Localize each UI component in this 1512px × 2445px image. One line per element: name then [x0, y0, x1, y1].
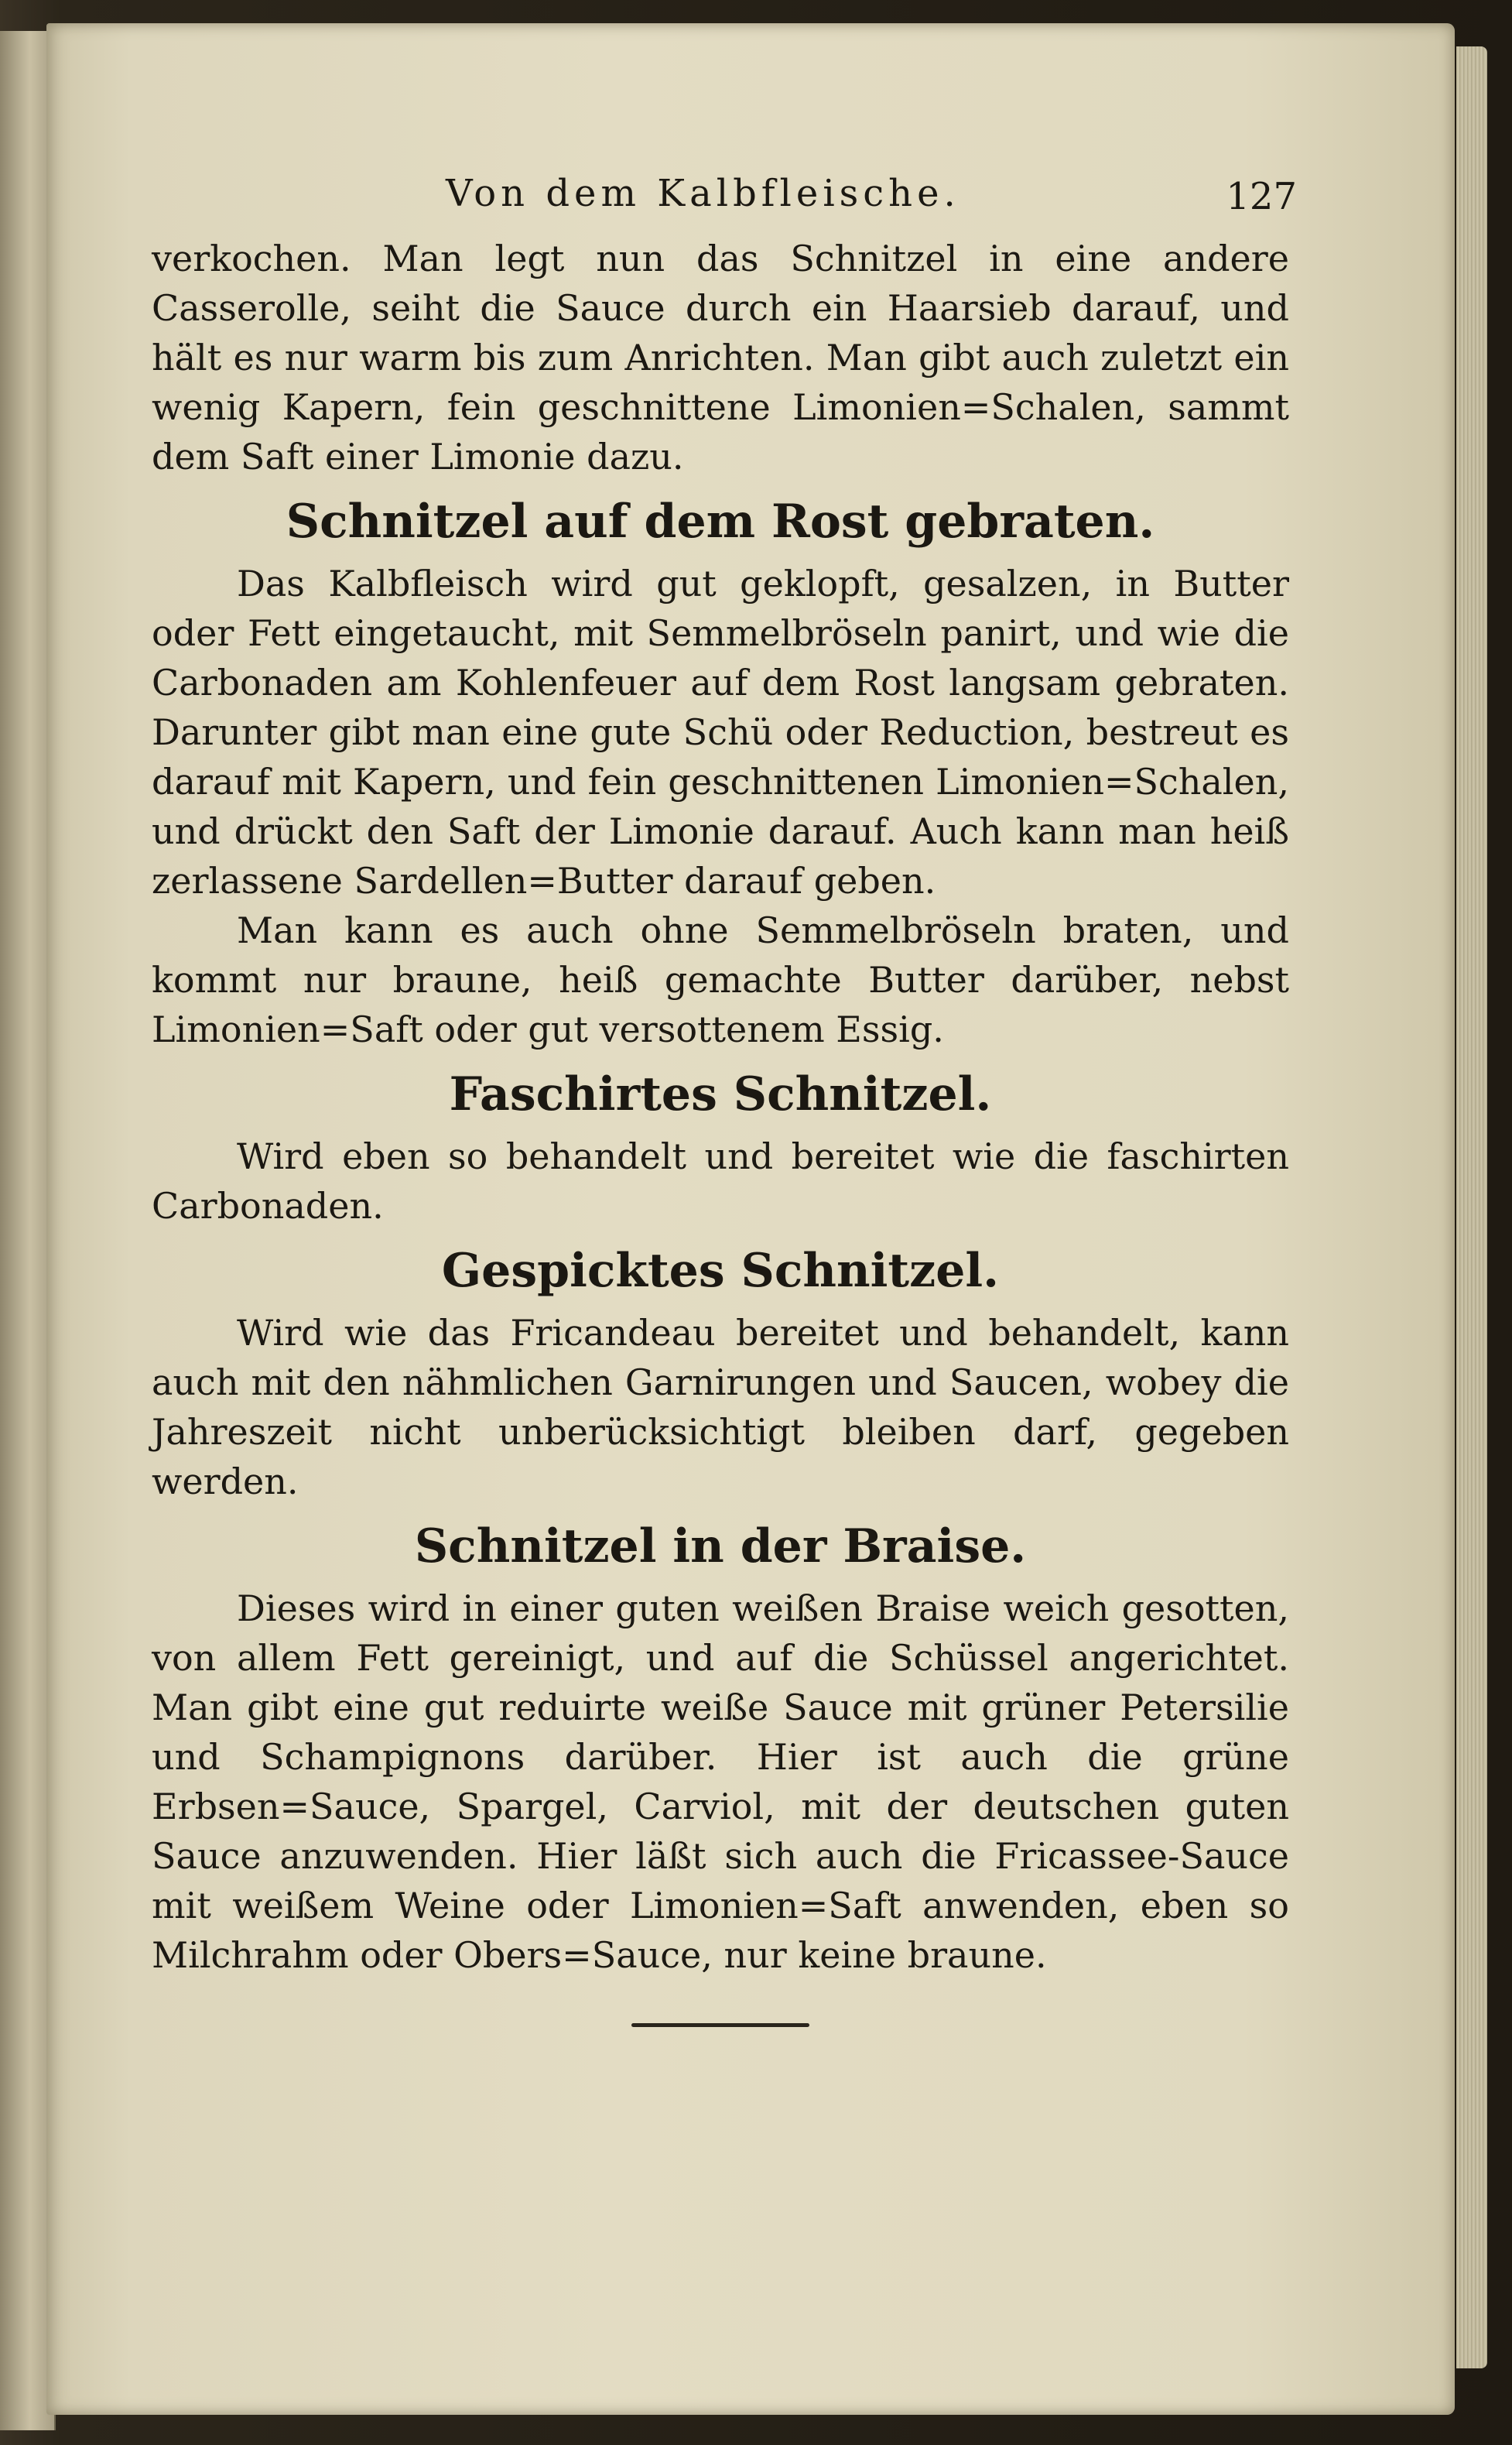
running-head [152, 164, 1297, 234]
paragraph-gespicktes: Wird wie das Fricandeau bereitet und behandelt, kann auch mit den nähmlichen Garnirungen und Saucen, wobey die Jahreszeit nicht unberücksichtigt bleiben darf, gegeben werden. [152, 1312, 1289, 1502]
paragraph-continued: verkochen. Man legt nun das Schnitzel in eine andere Casserolle, seiht die Sauce durch ein Haarsieb darauf, und hält es nur warm bis zum Anrichten. Man gibt auch zuletzt ein wenig Kapern, fein geschnittene Limonien=Schalen, sammt dem Saft einer Limonie dazu. [152, 238, 1289, 478]
page-stack-edge [1456, 46, 1487, 2368]
page-number: 127 [1226, 175, 1297, 218]
heading-gespicktes: Gespicktes Schnitzel. [441, 1244, 1000, 1298]
page-content [152, 164, 1297, 2027]
paragraph-braise: Dieses wird in einer guten weißen Braise weich gesotten, von allem Fett gereinigt, und auf die Schüssel angerichtet. Man gibt eine gut reduirte weiße Sauce mit grüner Petersilie und Schampignons darüber. Hier ist auch die grüne Erbsen=Sauce, Spargel, Carviol, mit der deutschen guten Sauce anzuwenden. Hier läßt sich auch die Fricassee-Sauce mit weißem Weine oder Limonien=Saft anwenden, eben so Milchrahm oder Obers=Sauce, nur keine braune. [152, 1587, 1289, 1976]
heading-rost-gebraten: Schnitzel auf dem Rost gebraten. [286, 495, 1155, 549]
paragraph-faschirtes: Wird eben so behandelt und bereitet wie die faschirten Carbonaden. [152, 1135, 1289, 1227]
heading-faschirtes: Faschirtes Schnitzel. [449, 1067, 992, 1121]
closing-rule [631, 2023, 809, 2027]
running-title: Von dem Kalbfleische. [446, 172, 960, 215]
heading-braise: Schnitzel in der Braise. [414, 1519, 1027, 1573]
paragraph-rost-2: Man kann es auch ohne Semmelbröseln braten, und kommt nur braune, heiß gemachte Butter darüber, nebst Limonien=Saft oder gut versottenem Essig. [152, 909, 1289, 1050]
paragraph-rost-1: Das Kalbfleisch wird gut geklopft, gesalzen, in Butter oder Fett eingetaucht, mit Semmelbröseln panirt, und wie die Carbonaden am Kohlenfeuer auf dem Rost langsam gebraten. Darunter gibt man eine gute Schü oder Reduction, bestreut es darauf mit Kapern, und fein geschnittenen Limonien=Schalen, und drückt den Saft der Limonie darauf. Auch kann man heiß zerlassene Sardellen=Butter darauf geben. [152, 563, 1289, 902]
